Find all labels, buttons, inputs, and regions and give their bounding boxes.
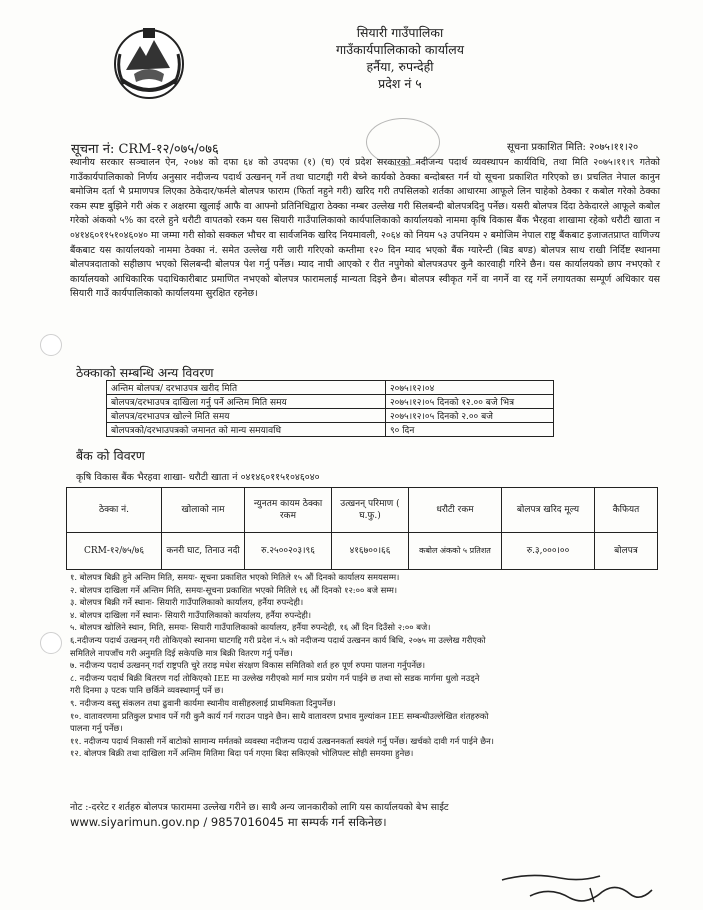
notice-number: सूचना नं: CRM-१२/०७५/०७६ — [71, 142, 219, 157]
condition-item: ७. नदीजन्य पदार्थ उत्खनन् गर्दा राष्ट्रपति चुरे तराइ मधेश संरक्षण विकास समितिको शर्त हरु पूर्ण रुपमा पालना गर्नुपर्नेछ। — [70, 660, 426, 671]
table-row: बोलपत्रको/दरभाउपत्रको जमानत को मान्य समयावधि ९० दिन — [107, 423, 554, 437]
other-details-table — [106, 380, 554, 437]
bank-account-line: कृषि विकास बैंक भैरहवा शाखा- धरौटी खाता नं ०४१४६०११५१०४६०४० — [76, 472, 320, 483]
condition-item: ५. बोलपत्र खोलिने स्थान, मिति, समयः- सियारी गाउँपालिकाको कार्यालय, हर्नैया रुपन्देही, १६ औं दिन दिउँसो २:०० बजे। — [70, 622, 431, 633]
condition-item: ८. नदीजन्य पदार्थ बिक्री बितरण गर्दा तोकिएको IEE मा उल्लेख गरीएको मार्ग मात्र प्रयोग गर्न पाईने छ तथा सो सडक मार्गमा धुलो नउड्ने — [70, 672, 480, 683]
punch-hole — [40, 334, 62, 356]
section-heading-other: ठेक्काको सम्बन्धि अन्य विवरण — [76, 365, 214, 380]
published-date: सूचना प्रकाशित मिति: २०७५।११।२० — [507, 142, 639, 153]
condition-item: ११. नदीजन्य पदार्थ निकासी गर्ने बाटोको सामान्य मर्मतको व्यवस्था नदीजन्य पदार्थ उत्खननकर्ता स्वयंले गर्नु पर्नेछ। खर्चको दावी गर्न पाईने छैन। — [70, 735, 494, 746]
office-name: गाउँकार्यपालिकाको कार्यालय — [336, 42, 464, 57]
condition-item: ६.नदीजन्य पदार्थ उत्खनन् गरी तोकिएको स्थानमा घाटगद्दि गरी प्रदेश नं.५ को नदीजन्य पदार्थ उत्खनन कार्य बिधि, २०७५ मा उल्लेख गरीएको — [70, 634, 486, 645]
condition-item: १०. वातावरणमा प्रतिकुल प्रभाव पर्ने गरी कुनै कार्य गर्न गराउन पाइने छैन। साथै वातावरण प्रभाव मुल्यांकन IEE सम्बन्धीउल्लेखित शंतहरुको — [70, 710, 489, 721]
condition-item: पालना गर्नु पर्नेछ। — [70, 723, 123, 734]
contract-table — [66, 487, 658, 570]
municipality-name: सियारी गाउँपालिका — [356, 25, 444, 40]
province: प्रदेश नं ५ — [378, 76, 422, 91]
table-row: CRM-१२/७५/७६ कनरी घाट, तिनाउ नदी रु.२५००२०३।९६ ४१६७००।६६ कबोल अंकको ५ प्रतिशत रु.३,०००।०० बोलपत्र — [67, 533, 658, 570]
condition-item: १२. बोलपत्र बिक्री तथा दाखिला गर्ने अन्तिम मितिमा बिदा पर्न गएमा बिदा सकिएको भोलिपल्ट सोही समयमा हुनेछ। — [70, 748, 414, 759]
condition-item: ९. नदीजन्य वस्तु संकलन तथा ढुवानी कार्यमा स्थानीय वासीहरुलाई प्राथमिकता दिनुपर्नेछ। — [70, 697, 336, 708]
section-heading-bank: बैंक को विवरण — [76, 448, 145, 463]
condition-item: २. बोलपत्र दाखिला गर्ने अन्तिम मिति, समयः-सूचना प्रकाशित भएको मितिले १६ औं दिनको १२:०० बजे सम्म। — [70, 584, 398, 595]
condition-item: ३. बोलपत्र बिक्री गर्ने स्थानः- सियारी गाउँपालिकाको कार्यालय, हर्नैया रुपन्देही। — [70, 597, 304, 608]
office-header — [270, 24, 530, 92]
punch-hole — [40, 632, 62, 654]
note-line: नोट :-दररेट र शर्तहरु बोलपत्र फाराममा उल्लेख गरीने छ। साथै अन्य जानकारीको लागि यस कार्यालयको बेभ साईट — [70, 802, 449, 813]
signature — [490, 862, 660, 908]
conditions-list — [70, 571, 662, 760]
office-location: हर्नैया, रुपन्देही — [366, 59, 434, 74]
condition-item: गरी दिनमा ३ पटक पानि छर्किने व्यवस्थागर्नु पर्ने छ। — [70, 685, 224, 696]
table-row: बोलपत्र/दरभाउपत्र दाखिला गर्नु पर्ने अन्तिम मिति समय २०७५।१२।०५ दिनको १२.०० बजे भित्र — [107, 395, 554, 409]
nepal-emblem-logo — [112, 24, 186, 104]
condition-item: ४. बोलपत्र दाखिला गर्ने स्थानः- सियारी गाउँपालिकाको कार्यालय, हर्नैया रुपन्देही। — [70, 609, 312, 620]
footer-note — [70, 800, 660, 830]
table-header-row: ठेक्का नं. खोलाको नाम न्युनतम कायम ठेक्का रकम उत्खनन् परिमाण ( घ.फु.) धरौटी रकम बोलपत्र खरिद मूल्य कैफियत — [67, 488, 658, 533]
note-contact: www.siyarimun.gov.np / 9857016045 मा सम्पर्क गर्न सकिनेछ। — [70, 815, 387, 829]
condition-item: १. बोलपत्र बिक्री हुने अन्तिम मिति, समयः- सूचना प्रकाशित भएको मितिले १५ औं दिनको कार्यालय समयसम्म। — [70, 572, 400, 582]
notice-body: स्थानीय सरकार सञ्चालन ऐन, २०७४ को दफा ६४ को उपदफा (१) (च) एवं प्रदेश सरकारको नदीजन्य पदार्थ व्यवस्थापन कार्यविधि, तथा मिति २०७५।११।९ गतेको गाउँकार्यपालिकाको निर्णय अनुसार नदीजन्य पदार्थ उत्खनन् गर्ने तथा घाटगद्दी गरी बेच्ने कार्यको ठेक्का बन्दोबस्त गर्न यो सूचना प्रकाशित गरिएको छ। प्रचलित नेपाल कानुन बमोजिम दर्ता भै प्रमाणपत्र लिएका ठेकेदार/फर्मले बोलपत्र फाराम (फिर्ता नहुने गरी) खरिद गरी तपसिलको शर्तका आधारमा आफूले लिन चाहेको ठेक्का र कबोल गरेको ठेक्का रकम स्पष्ट बुझिने गरी अंक र अक्षरमा खुलाई आफै वा आफ्नो प्रतिनिधिद्वारा ठेक्का नम्बर उल्लेख गरी सिलबन्दी बोलपत्रदिनु पर्नेछ। यसरी बोलपत्र दिंदा ठेकेदारले आफूले कबोल गरेको अंकको ५% का दरले हुने धरौटी वापतको रकम यस सियारी गाउँपालिकाको कार्यपालिकाको कार्यालयको नाममा कृषि विकास बैंक भैरहवा शाखामा रहेको धरौटी खाता न ०४१४६०११५१०४६०४० मा जम्मा गरी सोको सक्कल भौचर वा सार्वजनिक खरिद नियमावली, २०६४ को नियम ५३ उपनियम २ बमोजिम नेपाल राष्ट्र बैंकबाट इजाजतप्राप्त वाणिज्य बैंकबाट यस कार्यालयको नाममा ठेक्का नं. समेत उल्लेख गरी जारी गरिएको कम्तीमा १२० दिन म्याद भएको बैंक ग्यारेन्टी (बिड बण्ड) बोलपत्र साथ राखी निर्दिष्ट स्थानमा बोलपत्रदाताको सहीछाप भएको सिलबन्दी बोलपत्र पेश गर्नु पर्नेछ। म्याद नाघी आएको र रीत नपुगेको बोलपत्रउपर कुनै कारवाही गरिने छैन। यस कार्यालयको छाप नभएको र कार्यालयको आधिकारिक पदाधिकारीबाट प्रमाणित नभएको बोलपत्र फारामलाई मान्यता दिइने छैन। बोलपत्र स्वीकृत गर्ने वा नगर्ने वा रद्द गर्ने लगायतका सम्पूर्ण अधिकार यस सियारी गाउँ कार्यपालिकाको कार्यालयमा सुरक्षित रहनेछ। — [70, 157, 660, 300]
condition-item: समितिले नापजाँच गरी अनुमति दिई सकेपछि मात्र बिक्री वितरण गर्नु पर्नेछ। — [70, 647, 293, 658]
table-row: बोलपत्र/दरभाउपत्र खोल्ने मिति समय २०७५।१२।०५ दिनको २.०० बजे — [107, 409, 554, 423]
table-row: अन्तिम बोलपत्र/ दरभाउपत्र खरीद मिति २०७५।१२।०४ — [107, 381, 554, 395]
